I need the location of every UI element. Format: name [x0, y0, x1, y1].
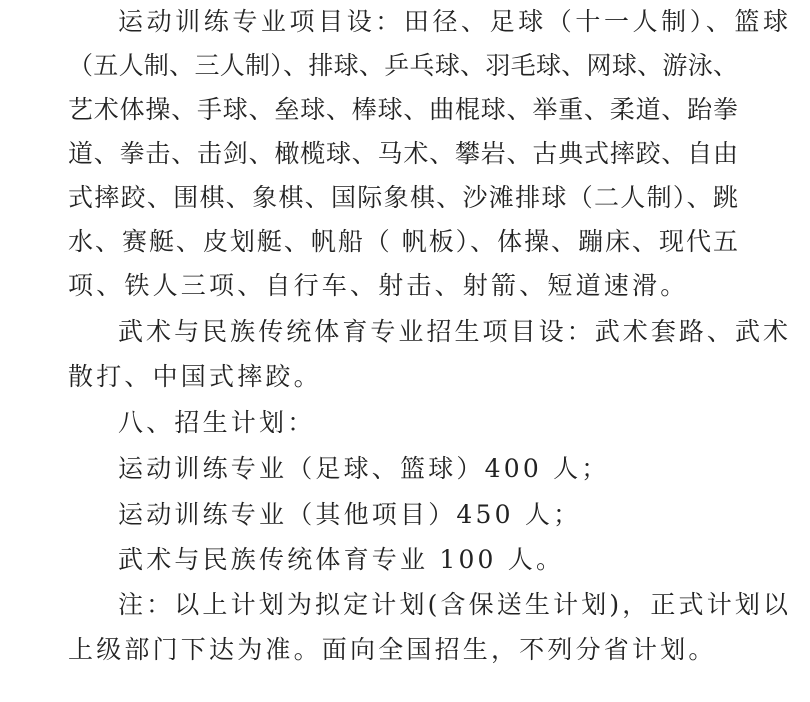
paragraph-line: 道、拳击、击剑、橄榄球、马术、攀岩、古典式摔跤、自由: [68, 139, 738, 168]
paragraph-line: 式摔跤、围棋、象棋、国际象棋、沙滩排球（二人制）、跳: [68, 183, 738, 212]
note-line: 上级部门下达为准。面向全国招生，不列分省计划。: [68, 635, 717, 664]
paragraph-line: 运动训练专业项目设：田径、足球（十一人制）、篮球: [118, 7, 788, 36]
plan-item: 运动训练专业（其他项目）450 人；: [118, 500, 582, 529]
paragraph-line: （五人制、三人制）、排球、乒乓球、羽毛球、网球、游泳、: [68, 51, 738, 80]
paragraph-line: 艺术体操、手球、垒球、棒球、曲棍球、举重、柔道、跆拳: [68, 95, 738, 124]
paragraph-line: 武术与民族传统体育专业招生项目设：武术套路、武术: [118, 317, 788, 346]
paragraph-line: 散打、中国式摔跤。: [68, 362, 322, 391]
section-heading: 八、招生计划：: [118, 408, 316, 437]
plan-item: 武术与民族传统体育专业 100 人。: [118, 545, 565, 574]
paragraph-line: 水、赛艇、皮划艇、帆船（ 帆板）、体操、蹦床、现代五: [68, 227, 738, 256]
note-line: 注：以上计划为拟定计划(含保送生计划)，正式计划以: [118, 590, 788, 619]
paragraph-line: 项、铁人三项、自行车、射击、射箭、短道速滑。: [68, 271, 689, 300]
plan-item: 运动训练专业（足球、篮球）400 人；: [118, 454, 610, 483]
